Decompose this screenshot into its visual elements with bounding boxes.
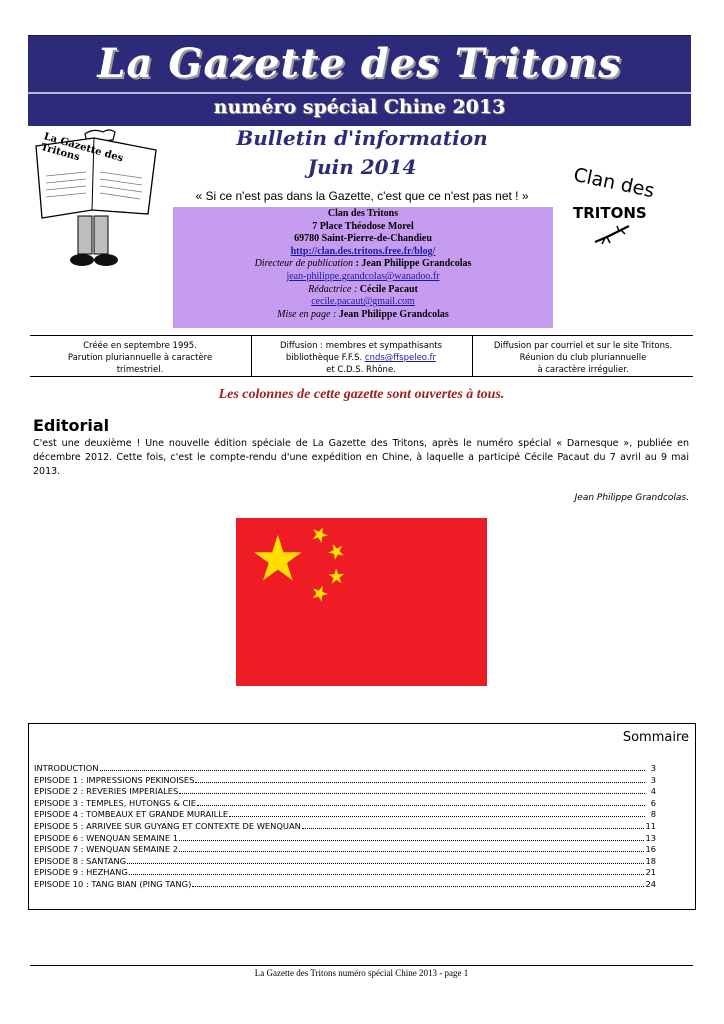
- toc-entry[interactable]: [34, 821, 656, 833]
- info-col-creation: Créée en septembre 1995. Parution pluriannuelle à caractère trimestriel.: [67, 341, 213, 375]
- toc-entry[interactable]: [34, 856, 656, 868]
- gazette-subtitle: numéro spécial Chine 2013: [213, 96, 506, 118]
- info-col-web: Diffusion par courriel et sur le site Tritons. Réunion du club pluriannuelle à caractère irrégulier.: [493, 341, 673, 375]
- toc-leader-dots: [192, 886, 644, 887]
- toc-title: Sommaire: [622, 730, 689, 745]
- issue-date: Juin 2014: [307, 155, 417, 179]
- toc-entry-page: 3: [650, 763, 656, 773]
- toc-entry-page: 18: [645, 855, 656, 866]
- toc-entry-page: 16: [645, 844, 656, 855]
- layout-line: Mise en page : Jean Philippe Grandcolas: [277, 308, 449, 320]
- toc-entry-page: 11: [645, 820, 656, 831]
- info-divider: [472, 336, 473, 376]
- toc-entry-page: 4: [650, 786, 656, 797]
- director-email-link[interactable]: jean-philippe.grandcolas@wanadoo.fr: [286, 270, 440, 282]
- editorial-heading: Editorial: [33, 416, 110, 435]
- toc-entry-title: EPISODE 1 : IMPRESSIONS PEKINOISES: [34, 774, 195, 785]
- toc-entry[interactable]: [34, 786, 656, 798]
- footer-divider: [30, 965, 693, 966]
- toc-entry-title: INTRODUCTION: [34, 763, 99, 773]
- address-line-2: 69780 Saint-Pierre-de-Chandieu: [294, 233, 432, 245]
- toc-list: [34, 763, 656, 891]
- toc-entry-page: 21: [645, 867, 656, 878]
- toc-leader-dots: [129, 874, 645, 875]
- director-line: Directeur de publication : Jean Philippe Grandcolas: [254, 258, 472, 270]
- toc-entry-title: EPISODE 9 : HEZHANG: [34, 867, 128, 878]
- table-of-contents: [28, 723, 696, 910]
- logo-left-label: La Gazette des Tritons: [39, 131, 125, 165]
- org-name: Clan des Tritons: [327, 208, 399, 219]
- page-footer: La Gazette des Tritons numéro spécial Chine 2013 - page 1: [254, 968, 469, 978]
- toc-leader-dots: [229, 816, 645, 817]
- toc-leader-dots: [179, 793, 645, 794]
- china-flag-icon: [236, 518, 487, 686]
- ffs-email-link[interactable]: cnds@ffspeleo.fr: [364, 353, 437, 363]
- toc-entry[interactable]: [34, 833, 656, 845]
- open-columns-note: Les colonnes de cette gazette sont ouvertes à tous.: [218, 387, 505, 402]
- contact-box: [173, 207, 553, 328]
- toc-entry[interactable]: [34, 867, 656, 879]
- toc-entry-title: EPISODE 3 : TEMPLES, HUTONGS & CIE: [34, 797, 197, 808]
- toc-entry-title: EPISODE 2 : REVERIES IMPERIALES: [34, 786, 179, 797]
- toc-entry[interactable]: [34, 809, 656, 821]
- salamander-icon: [593, 224, 633, 246]
- toc-entry-page: 13: [645, 832, 656, 843]
- toc-leader-dots: [100, 770, 645, 771]
- toc-entry[interactable]: [34, 775, 656, 787]
- toc-entry-title: EPISODE 7 : WENQUAN SEMAINE 2: [34, 844, 179, 855]
- toc-leader-dots: [195, 782, 645, 783]
- toc-leader-dots: [302, 828, 645, 829]
- toc-leader-dots: [197, 805, 645, 806]
- info-columns: [30, 335, 693, 377]
- editor-email-link[interactable]: cecile.pacaut@gmail.com: [311, 296, 415, 308]
- clan-logo-line1: Clan des: [571, 163, 657, 203]
- banner-divider: [28, 92, 691, 94]
- toc-entry[interactable]: [34, 798, 656, 810]
- toc-entry-page: 24: [645, 878, 656, 889]
- toc-entry-page: 6: [650, 797, 656, 808]
- title-banner: [28, 35, 691, 126]
- website-link[interactable]: http://clan.des.tritons.free.fr/blog/: [290, 245, 436, 257]
- toc-entry[interactable]: [34, 844, 656, 856]
- bulletin-heading: Bulletin d'information: [236, 126, 488, 150]
- toc-leader-dots: [179, 851, 644, 852]
- toc-leader-dots: [179, 840, 644, 841]
- toc-entry-title: EPISODE 8 : SANTANG: [34, 855, 127, 866]
- toc-entry-title: EPISODE 4 : TOMBEAUX ET GRANDE MURAILLE: [34, 809, 229, 820]
- editor-line: Rédactrice : Cécile Pacaut: [308, 283, 418, 295]
- clan-logo-line2: TRITONS: [573, 204, 647, 222]
- toc-entry-page: 3: [650, 774, 656, 785]
- toc-entry-title: EPISODE 10 : TANG BIAN (PING TANG): [34, 878, 192, 889]
- toc-entry[interactable]: [34, 763, 656, 775]
- editorial-body: C'est une deuxième ! Une nouvelle édition spéciale de La Gazette des Tritons, après le numéro spécial « Darnesque », publiée en décembre 2012. Cette fois, c'est le compte-rendu d'une expédition en Chine, à laquelle a participé Cécile Pacaut du 7 avril au 9 mai 2013.: [33, 438, 689, 477]
- info-divider: [251, 336, 252, 376]
- toc-entry[interactable]: [34, 879, 656, 891]
- clan-logo: [565, 163, 675, 248]
- toc-leader-dots: [127, 863, 644, 864]
- toc-entry-title: EPISODE 6 : WENQUAN SEMAINE 1: [34, 832, 179, 843]
- info-col-diffusion: Diffusion : membres et sympathisants bibliothèque F.F.S. cnds@ffspeleo.fr et C.D.S. Rhône.: [279, 341, 443, 375]
- address-line-1: 7 Place Théodose Morel: [312, 220, 414, 232]
- toc-entry-title: EPISODE 5 : ARRIVEE SUR GUYANG ET CONTEXTE DE WENQUAN: [34, 820, 301, 831]
- gazette-title: La Gazette des Tritons: [97, 40, 622, 87]
- editorial-signature: Jean Philippe Grandcolas.: [574, 493, 689, 503]
- toc-entry-page: 8: [650, 809, 656, 820]
- newspaper-reader-icon: [30, 128, 165, 278]
- motto: « Si ce n'est pas dans la Gazette, c'est que ce n'est pas net ! »: [195, 189, 529, 203]
